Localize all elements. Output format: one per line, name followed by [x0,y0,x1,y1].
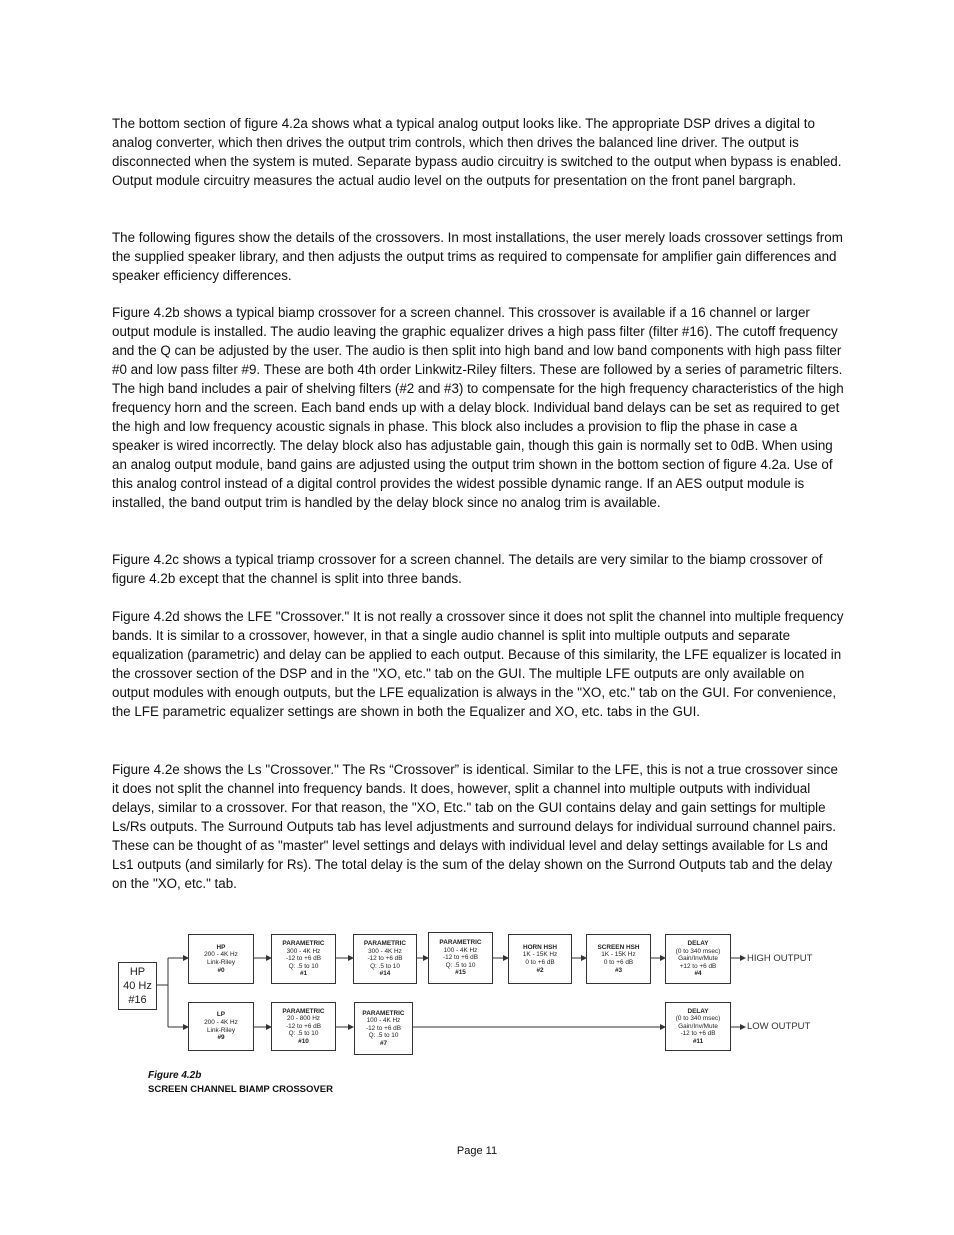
biamp-crossover-diagram [110,925,830,1065]
paragraph-triamp-crossover: Figure 4.2c shows a typical triamp crossover for a screen channel. The details are very similar to the biamp crossover of figure 4.2b except that the channel is split into three bands. [112,552,823,586]
block-line: 300 - 4K Hz [286,947,321,955]
block-line: 200 - 4K Hz [204,951,238,959]
block-title: HP [216,943,226,951]
block-line: 0 to +6 dB [603,959,634,966]
block-line: 200 - 4K Hz [204,1018,238,1026]
paragraph-analog-output: The bottom section of figure 4.2a shows what a typical analog output looks like. The appropriate DSP drives a digital to analog converter, which then drives the output trim controls, which then drives the balanced line driver. The output is disconnected when the system is muted. Separate bypass audio circuitry is switched to the output when bypass is enabled. Output module circuitry measures the actual audio level on the outputs for presentation on the front panel bargraph. [112,116,842,188]
high-parametric-filter-14 [353,934,417,984]
input-hp-number: #16 [128,994,147,1006]
block-line: 20 - 800 Hz [286,1015,321,1023]
block-title: LP [216,1011,226,1019]
paragraph-crossover-details: The following figures show the details of the crossovers. In most installations, the user merely loads crossover settings from the supplied speaker library, and then adjusts the output trims as required to compensate for amplifier gain differences and speaker efficiency differences. [112,230,843,283]
block-line: Q: .5 to 10 [288,962,319,970]
input-hp-label: HP [129,966,146,978]
page-number: Page 11 [456,1145,498,1157]
block-line: Q: .5 to 10 [445,961,476,969]
block-line: 300 - 4K Hz [368,947,402,955]
low-parametric-filter-10 [271,1002,336,1051]
block-line: Gain/Inv/Mute [678,1022,718,1030]
low-delay-block-11 [665,1002,731,1051]
block-number: #9 [217,1034,225,1042]
input-hp-freq: 40 Hz [123,980,152,992]
block-title: PARAMETRIC [362,1009,405,1017]
high-delay-block-4 [665,934,731,984]
figure-caption-number: Figure 4.2b [148,1070,202,1081]
low-parametric-filter-7 [354,1002,413,1055]
block-title: DELAY [687,940,709,948]
block-number: #11 [692,1037,704,1045]
block-number: #3 [614,966,623,974]
block-title: HORN HSH [522,943,558,951]
block-line: -12 to +6 dB [680,1030,716,1038]
block-line: 100 - 4K Hz [366,1017,401,1025]
block-title: SCREEN HSH [597,943,640,951]
block-line: (0 to 340 msec) [675,947,721,955]
block-line: +12 to +6 dB [679,962,717,970]
block-line: Link-Riley [206,959,236,966]
block-title: DELAY [687,1007,709,1015]
block-number: #14 [379,970,391,978]
block-line: Gain/Inv/Mute [678,955,718,963]
block-line: 1K - 15K Hz [522,951,558,959]
block-line: 0 to +6 dB [525,959,555,966]
block-number: #15 [455,969,466,977]
block-title: PARAMETRIC [282,1007,325,1015]
block-line: Link-Riley [206,1026,236,1034]
screen-hsh-filter-3 [586,934,651,984]
block-line: 1K - 15K Hz [601,951,636,959]
block-number: #1 [299,970,308,978]
high-hp-filter-0 [188,934,254,984]
block-number: #2 [536,966,544,974]
block-number: #0 [217,966,225,974]
paragraph-ls-crossover: Figure 4.2e shows the Ls "Crossover." The Rs “Crossover” is identical. Similar to the LFE, this is not a true crossover since it does not split the channel into frequency bands. It does, however, split a channel into multiple outputs with individual delays, similar to a crossover. For that reason, the "XO, Etc." tab on the GUI contains delay and gain settings for multiple Ls/Rs outputs. The Surround Outputs tab has level adjustments and surround delays for individual surround channel pairs. These can be thought of as "master" level settings and delays with individual level and delay settings available for Ls and Ls1 outputs (and similarly for Rs). The total delay is the sum of the delay shown on the Surrond Outputs tab and the delay on the "XO, etc." tab. [112,762,838,891]
block-line: -12 to +6 dB [366,1024,401,1032]
low-lp-filter-9 [188,1002,254,1051]
high-parametric-filter-1 [271,934,336,984]
block-line: Q: .5 to 10 [370,962,400,970]
paragraph-lfe-crossover: Figure 4.2d shows the LFE "Crossover." It is not really a crossover since it does not split the channel into multiple frequency bands. It is similar to a crossover, however, in that a single audio channel is split into multiple outputs and separate equalization (parametric) and delay can be applied to each output. Because of this similarity, the LFE equalizer is located in the crossover section of the DSP and in the "XO, etc." tab on the GUI. The multiple LFE outputs are only available on output modules with enough outputs, but the LFE equalization is always in the "XO, etc." tab on the GUI. For convenience, the LFE parametric equalizer settings are shown in both the Equalizer and XO, etc. tabs in the GUI. [112,609,844,719]
block-number: #4 [694,970,702,978]
block-line: Q: .5 to 10 [288,1030,319,1038]
block-title: PARAMETRIC [363,940,407,948]
block-line: 100 - 4K Hz [443,946,478,954]
block-line: -12 to +6 dB [286,1022,321,1030]
paragraph-biamp-crossover: Figure 4.2b shows a typical biamp crossover for a screen channel. This crossover is available if a 16 channel or larger output module is installed. The audio leaving the graphic equalizer drives a high pass filter (filter #16). The cutoff frequency and the Q can be adjusted by the user. The audio is then split into high band and low band components with high pass filter #0 and low pass filter #9. These are both 4th order Linkwitz-Riley filters. These are followed by a series of parametric filters. The high band includes a pair of shelving filters (#2 and #3) to compensate for the high frequency characteristics of the high frequency horn and the screen. Each band ends up with a delay block. Individual band delays can be set as required to get the high and low frequency acoustic signals in phase. This block also includes a provision to flip the phase in case a speaker is wired incorrectly. The delay block also has adjustable gain, though this gain is normally set to 0dB. When using an analog output module, band gains are adjusted using the output trim shown in the bottom section of figure 4.2a. Use of this analog control instead of a digital control provides the widest possible dynamic range. If an AES output module is installed, the band output trim is handled by the delay block since no analog trim is available. [112,305,844,510]
block-number: #7 [379,1039,388,1047]
block-line: -12 to +6 dB [286,955,321,963]
low-output-label: LOW OUTPUT [747,1021,811,1032]
block-line: -12 to +6 dB [367,955,403,963]
block-title: PARAMETRIC [439,939,482,947]
block-number: #10 [298,1037,309,1045]
block-line: -12 to +6 dB [443,954,478,962]
high-parametric-filter-15 [428,932,493,984]
block-title: PARAMETRIC [282,940,325,948]
high-output-label: HIGH OUTPUT [747,953,813,964]
block-line: (0 to 340 msec) [675,1015,721,1023]
figure-caption-title: SCREEN CHANNEL BIAMP CROSSOVER [148,1084,333,1095]
block-line: Q: .5 to 10 [368,1032,399,1040]
horn-hsh-filter-2 [508,934,572,984]
input-hp-filter-16 [118,962,157,1010]
